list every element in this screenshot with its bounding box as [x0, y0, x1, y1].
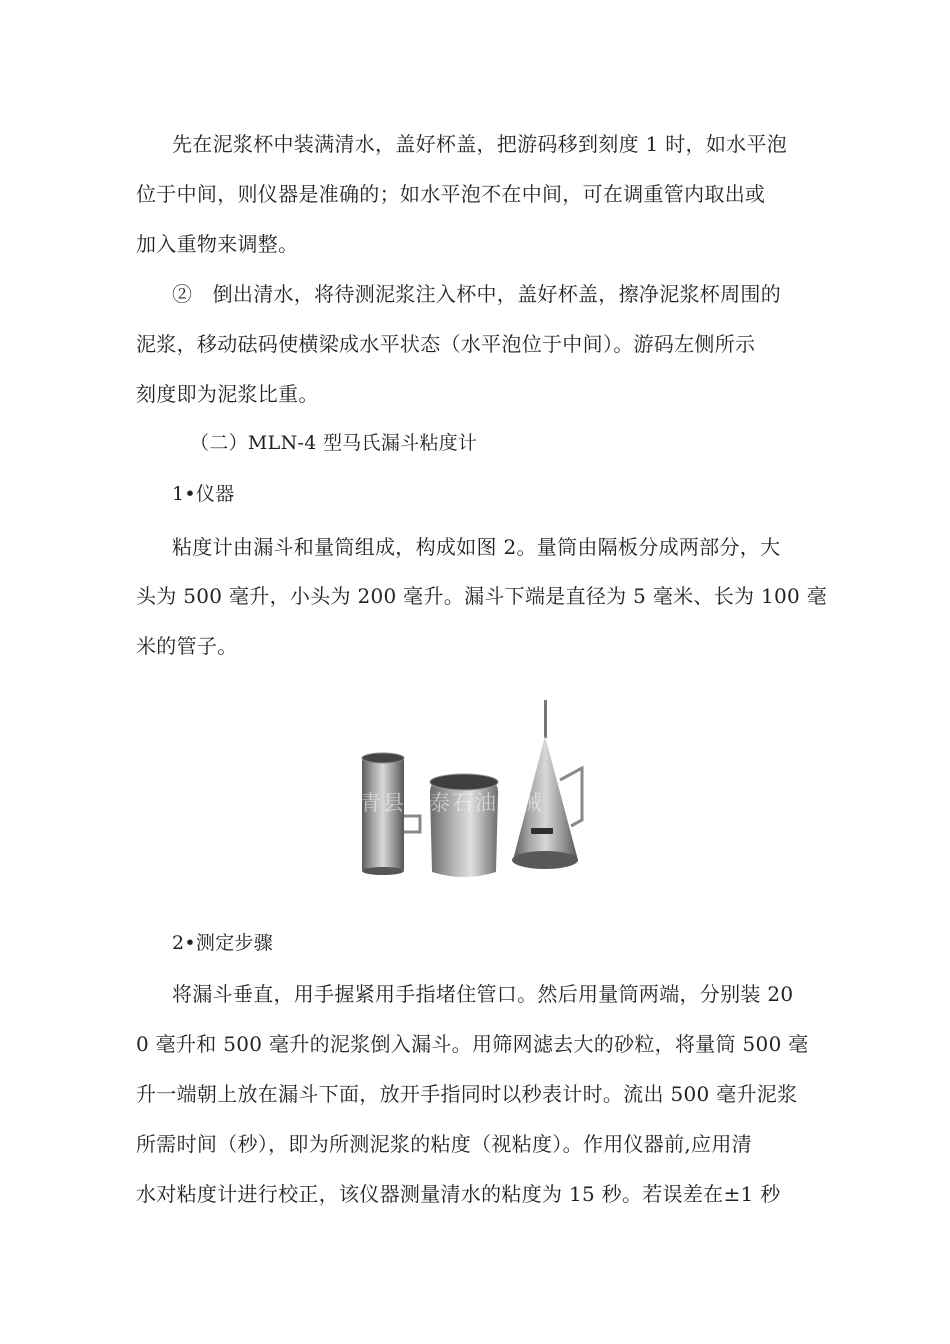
- subsection-heading: 2•测定步骤: [172, 932, 274, 954]
- text-line: 刻度即为泥浆比重。: [136, 382, 319, 406]
- text-line: 头为 500 毫升，小头为 200 毫升。漏斗下端是直径为 5 毫米、长为 100 毫: [136, 584, 828, 608]
- text-line: 加入重物来调整。: [136, 232, 299, 256]
- text-line: 水对粘度计进行校正，该仪器测量清水的粘度为 15 秒。若误差在±1 秒: [136, 1182, 781, 1206]
- text-line: 泥浆，移动砝码使横梁成水平状态（水平泡位于中间）。游码左侧所示: [136, 332, 756, 356]
- text-line: 所需时间（秒），即为所测泥浆的粘度（视粘度）。作用仪器前,应用清: [136, 1132, 752, 1156]
- subsection-heading: 1•仪器: [172, 483, 235, 505]
- beaker-image: [430, 774, 498, 877]
- text-line: 0 毫升和 500 毫升的泥浆倒入漏斗。用筛网滤去大的砂粒，将量筒 500 毫: [136, 1032, 809, 1056]
- section-heading: （二）MLN-4 型马氏漏斗粘度计: [190, 432, 478, 454]
- funnel-image: [512, 700, 582, 869]
- text-line: 升一端朝上放在漏斗下面，放开手指同时以秒表计时。流出 500 毫升泥浆: [136, 1082, 798, 1106]
- text-line: 位于中间，则仪器是准确的；如水平泡不在中间，可在调重管内取出或: [136, 182, 766, 206]
- text-line: 米的管子。: [136, 634, 238, 658]
- text-line: 将漏斗垂直，用手握紧用手指堵住管口。然后用量筒两端，分别装 20: [172, 982, 794, 1006]
- photo-watermark: 青县元泰石油机械: [360, 792, 544, 815]
- viscometer-photo: [350, 700, 610, 900]
- text-line: 先在泥浆杯中装满清水，盖好杯盖，把游码移到刻度 1 时，如水平泡: [172, 132, 788, 156]
- text-line: 粘度计由漏斗和量筒组成，构成如图 2。量筒由隔板分成两部分，大: [172, 535, 781, 559]
- text-line: ② 倒出清水，将待测泥浆注入杯中，盖好杯盖，擦净泥浆杯周围的: [172, 282, 781, 306]
